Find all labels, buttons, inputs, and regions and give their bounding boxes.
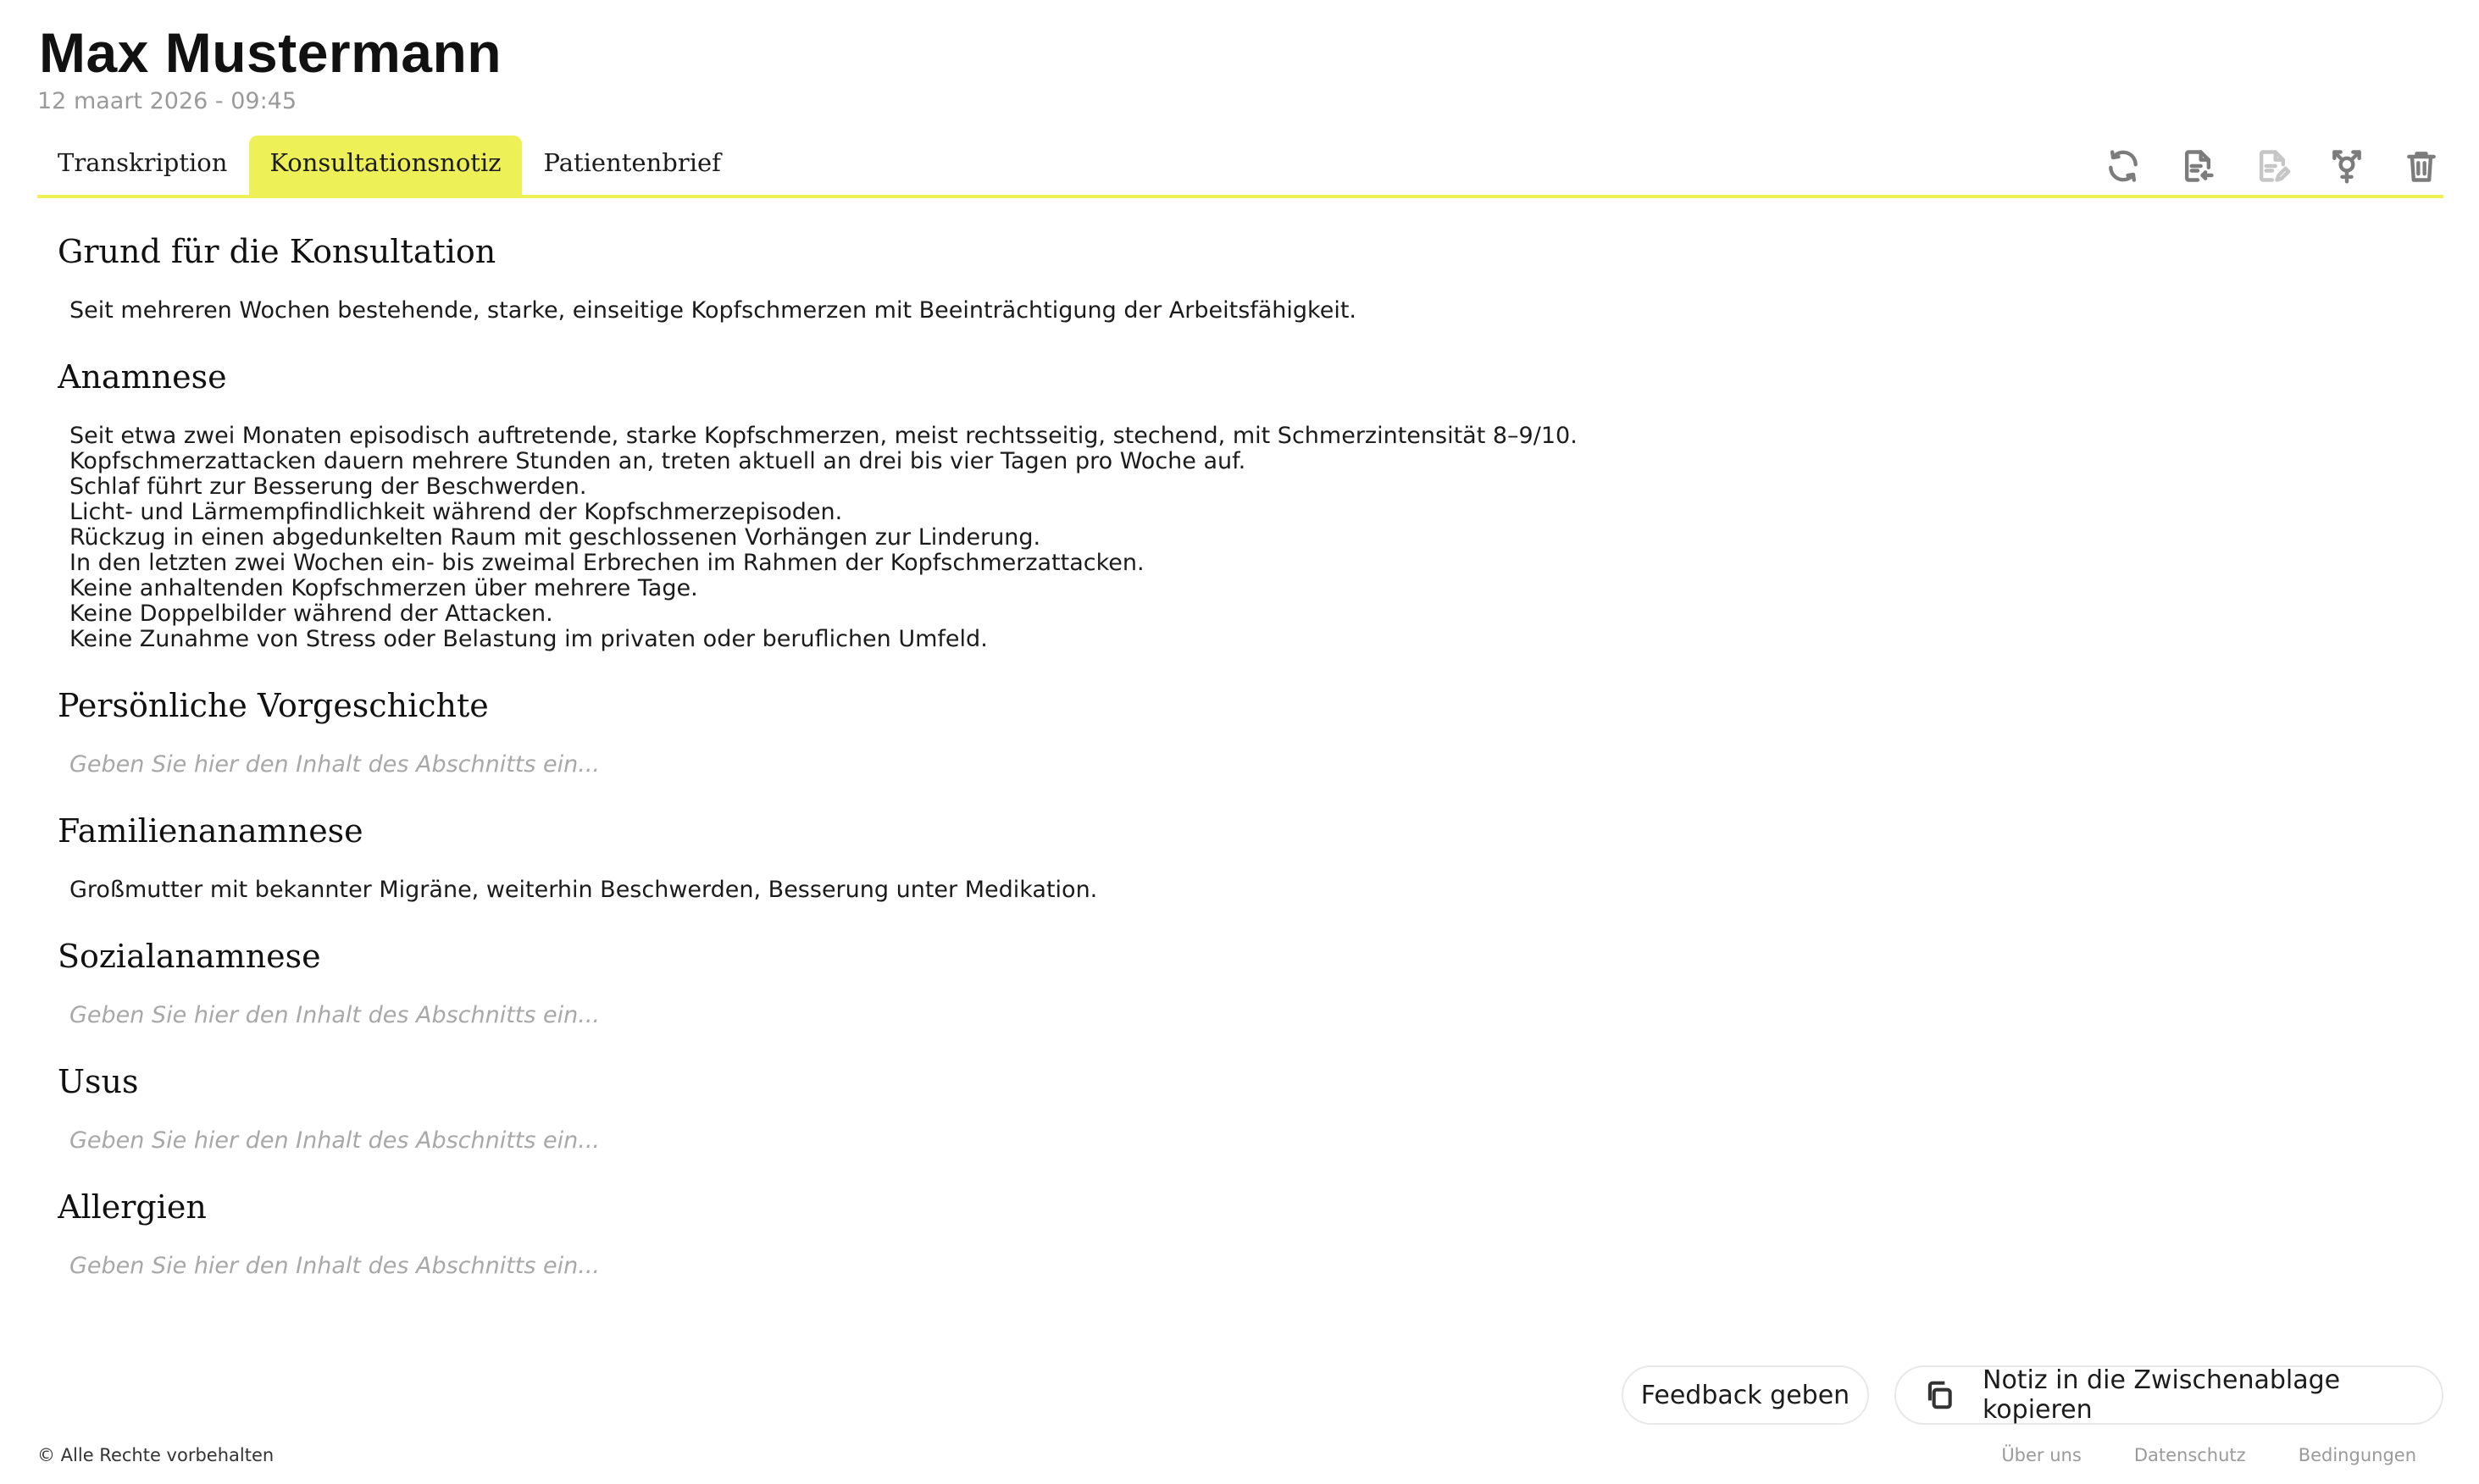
section-text-line: Seit etwa zwei Monaten episodisch auftretende, starke Kopfschmerzen, meist rechtsseitig, stechend, mit Schmerzintensität 8–9/10. [69,423,1578,449]
section-usus [58,1060,2413,1154]
copyright-text: © Alle Rechte vorbehalten [37,1445,275,1465]
section-persoenliche-vorgeschichte [58,684,2413,778]
section-grund [58,230,2413,324]
section-title: Anamnese [58,358,227,396]
section-text-line: Licht- und Lärmempfindlichkeit während der Kopfschmerzepisoden. [69,499,843,525]
section-text-line: Kopfschmerzattacken dauern mehrere Stunden an, treten aktuell an drei bis vier Tagen pro Woche auf. [69,448,1246,474]
feedback-button[interactable] [1622,1365,1869,1425]
section-title: Familienanamnese [58,812,363,850]
consultation-timestamp: 12 maart 2026 - 09:45 [37,88,297,114]
footer-links [2001,1445,2416,1465]
section-anamnese [58,356,2413,652]
export-document-button[interactable] [2177,142,2218,190]
section-text-field[interactable] [69,878,2413,903]
section-text-field[interactable] [69,424,2413,652]
section-text-line: Schlaf führt zur Besserung der Beschwerden. [69,473,587,500]
tab-underline [37,195,2443,198]
footer-link-datenschutz[interactable]: Datenschutz [2133,1445,2246,1465]
section-text-field[interactable]: Geben Sie hier den Inhalt des Abschnitts ein... [69,1002,601,1028]
feedback-button-label: Feedback geben [1640,1380,1850,1410]
copy-note-button-label: Notiz in die Zwischenablage kopieren [1983,1365,2341,1425]
section-familienanamnese [58,810,2413,903]
tab-konsultationsnotiz[interactable]: Konsultationsnotiz [249,136,521,197]
section-text-line: Rückzug in einen abgedunkelten Raum mit geschlossenen Vorhängen zur Linderung. [69,524,1041,551]
document-export-icon [2179,147,2216,185]
patient-name: Max Mustermann [39,21,502,84]
footer-link-ueber-uns[interactable]: Über uns [2001,1445,2082,1465]
section-allergien [58,1186,2413,1279]
patient-gender-button[interactable] [2326,142,2367,190]
refresh-icon [2105,147,2142,185]
delete-button[interactable] [2401,142,2442,190]
copy-note-button[interactable] [1894,1365,2443,1425]
consultation-note-content [58,230,2413,1342]
note-toolbar [2103,142,2442,190]
section-sozialanamnese [58,935,2413,1028]
section-text-line: Großmutter mit bekannter Migräne, weiterhin Beschwerden, Besserung unter Medikation. [69,877,1098,903]
footer-link-bedingungen[interactable]: Bedingungen [2298,1445,2416,1465]
section-text-field[interactable]: Geben Sie hier den Inhalt des Abschnitts ein... [69,751,601,778]
section-text-field[interactable]: Geben Sie hier den Inhalt des Abschnitts ein... [69,1127,601,1154]
section-text-line: In den letzten zwei Wochen ein- bis zweimal Erbrechen im Rahmen der Kopfschmerzattacken. [69,550,1145,576]
tab-transkription[interactable]: Transkription [58,148,228,177]
gender-icon [2328,147,2365,185]
copy-icon [1923,1379,1955,1411]
section-title: Grund für die Konsultation [58,233,496,270]
document-edit-icon [2254,147,2291,185]
section-text-field[interactable]: Geben Sie hier den Inhalt des Abschnitts ein... [69,1253,601,1279]
section-text-line: Seit mehreren Wochen bestehende, starke, einseitige Kopfschmerzen mit Beeinträchtigung der Arbeitsfähigkeit. [69,297,1357,324]
trash-icon [2403,147,2440,185]
tab-patientenbrief[interactable]: Patientenbrief [543,148,721,177]
section-text-line: Keine Zunahme von Stress oder Belastung im privaten oder beruflichen Umfeld. [69,626,988,652]
section-text-field[interactable] [69,298,2413,324]
section-text-line: Keine anhaltenden Kopfschmerzen über mehrere Tage. [69,575,698,601]
section-title: Sozialanamnese [58,938,321,975]
section-title: Usus [58,1063,139,1100]
section-title: Allergien [58,1188,207,1226]
regenerate-button[interactable] [2103,142,2143,190]
section-text-line: Keine Doppelbilder während der Attacken. [69,601,553,627]
tab-bar [37,136,743,197]
section-title: Persönliche Vorgeschichte [58,687,489,724]
edit-document-button[interactable] [2252,142,2293,190]
